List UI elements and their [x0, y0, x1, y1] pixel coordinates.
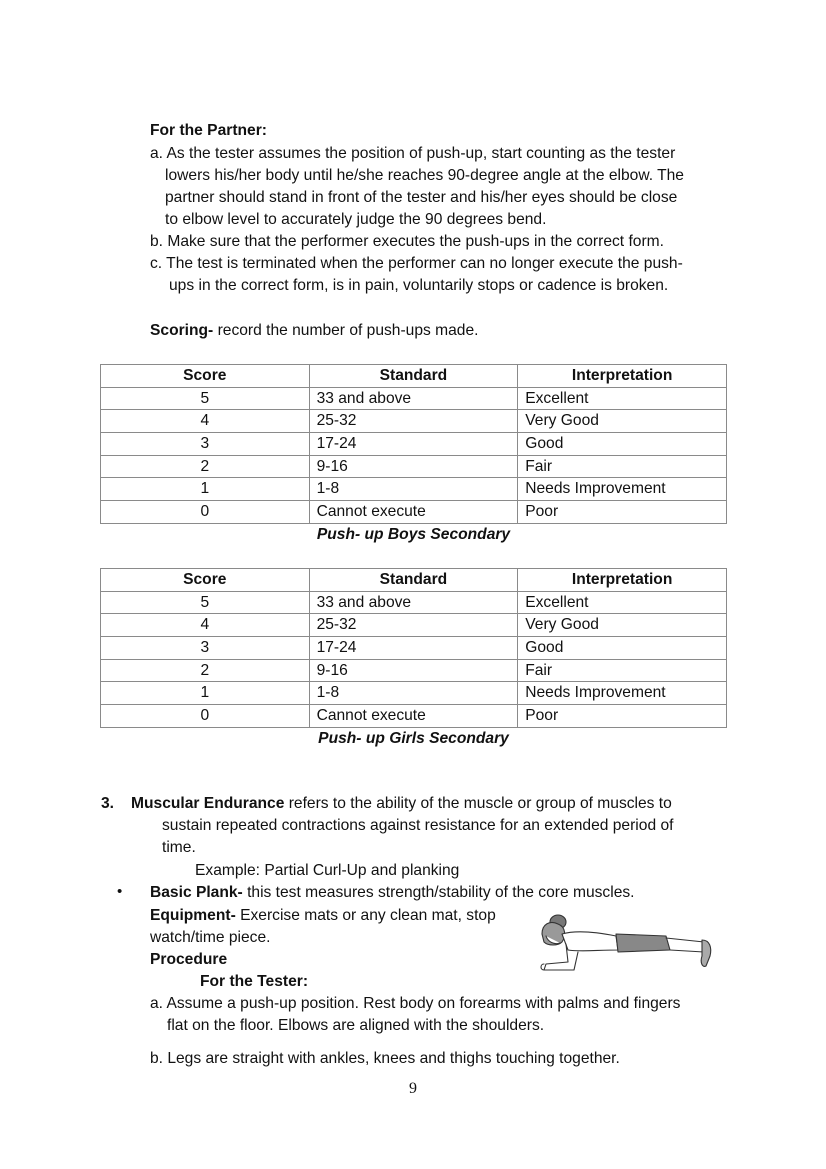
header-score: Score [101, 365, 310, 388]
endurance-example: Example: Partial Curl-Up and planking [195, 862, 460, 879]
plank-figure-illustration [536, 912, 716, 980]
table-row [101, 659, 727, 682]
pushup-boys-table [100, 364, 727, 524]
cell-standard: 9-16 [309, 455, 518, 478]
leggings [616, 934, 670, 952]
torso [562, 932, 618, 951]
table-caption-boys: Push- up Boys Secondary [316, 526, 511, 543]
table-row [101, 387, 727, 410]
table-row [101, 705, 727, 728]
cell-interpretation: Very Good [518, 614, 727, 637]
scoring-line [150, 320, 479, 342]
partner-item-a-line4: to elbow level to accurately judge the 90 degrees bend. [165, 211, 547, 228]
cell-interpretation: Very Good [518, 410, 727, 433]
cell-standard: 17-24 [309, 637, 518, 660]
plank-term: Basic Plank- [150, 884, 243, 901]
cell-interpretation: Good [518, 433, 727, 456]
equipment-text: Exercise mats or any clean mat, stop [235, 907, 496, 924]
cell-standard: 33 and above [309, 591, 518, 614]
partner-heading: For the Partner: [150, 122, 267, 139]
cell-interpretation: Excellent [518, 591, 727, 614]
cell-score: 2 [101, 659, 310, 682]
tester-heading: For the Tester: [200, 973, 309, 990]
cell-score: 5 [101, 387, 310, 410]
cell-standard: 1-8 [309, 682, 518, 705]
header-score: Score [101, 569, 310, 592]
cell-score: 1 [101, 682, 310, 705]
equipment-line1 [150, 905, 496, 927]
lower-leg [666, 938, 704, 952]
cell-interpretation: Excellent [518, 387, 727, 410]
cell-standard: 17-24 [309, 433, 518, 456]
equipment-label: Equipment- [150, 907, 236, 924]
scoring-text: record the number of push-ups made. [213, 322, 479, 339]
header-interpretation: Interpretation [518, 569, 727, 592]
cell-standard: 9-16 [309, 659, 518, 682]
tester-item-a-line1: a. Assume a push-up position. Rest body on forearms with palms and fingers [150, 995, 681, 1012]
cell-score: 2 [101, 455, 310, 478]
cell-score: 1 [101, 478, 310, 501]
plank-desc: this test measures strength/stability of the core muscles. [242, 884, 635, 901]
section-number: 3. [101, 795, 115, 812]
cell-interpretation: Fair [518, 455, 727, 478]
cell-score: 0 [101, 501, 310, 524]
cell-score: 5 [101, 591, 310, 614]
cell-score: 4 [101, 410, 310, 433]
partner-item-c-line2: ups in the correct form, is in pain, voluntarily stops or cadence is broken. [169, 277, 669, 294]
endurance-line2: sustain repeated contractions against resistance for an extended period of [162, 817, 674, 834]
cell-standard: 1-8 [309, 478, 518, 501]
cell-standard: 25-32 [309, 614, 518, 637]
cell-score: 4 [101, 614, 310, 637]
partner-item-b: b. Make sure that the performer executes the push-ups in the correct form. [150, 233, 664, 250]
foot [701, 940, 711, 966]
table-row [101, 637, 727, 660]
procedure-label: Procedure [150, 951, 228, 968]
table-caption-girls: Push- up Girls Secondary [318, 730, 509, 747]
table-header-row [101, 365, 727, 388]
header-interpretation: Interpretation [518, 365, 727, 388]
endurance-term: Muscular Endurance [131, 795, 285, 812]
cell-interpretation: Fair [518, 659, 727, 682]
page-number: 9 [409, 1080, 417, 1097]
table-row [101, 501, 727, 524]
partner-item-a-line1: a. As the tester assumes the position of push-up, start counting as the tester [150, 145, 676, 162]
table-row [101, 433, 727, 456]
cell-score: 3 [101, 433, 310, 456]
cell-standard: Cannot execute [309, 705, 518, 728]
table-row [101, 682, 727, 705]
cell-standard: 33 and above [309, 387, 518, 410]
endurance-line1-text: refers to the ability of the muscle or group of muscles to [284, 795, 672, 812]
tester-item-b: b. Legs are straight with ankles, knees and thighs touching together. [150, 1050, 620, 1067]
endurance-line3: time. [162, 839, 196, 856]
table-row [101, 614, 727, 637]
cell-standard: Cannot execute [309, 501, 518, 524]
cell-standard: 25-32 [309, 410, 518, 433]
partner-item-a-line2: lowers his/her body until he/she reaches 90-degree angle at the elbow. The [165, 167, 684, 184]
table-row [101, 410, 727, 433]
plank-line [150, 882, 635, 904]
partner-item-a-line3: partner should stand in front of the tester and his/her eyes should be close [165, 189, 678, 206]
scoring-label: Scoring- [150, 322, 214, 339]
cell-interpretation: Needs Improvement [518, 682, 727, 705]
equipment-line2: watch/time piece. [150, 929, 271, 946]
cell-interpretation: Poor [518, 705, 727, 728]
bullet-icon: • [117, 883, 123, 900]
header-standard: Standard [309, 569, 518, 592]
cell-interpretation: Needs Improvement [518, 478, 727, 501]
cell-interpretation: Good [518, 637, 727, 660]
endurance-line1 [131, 793, 727, 815]
table-row [101, 591, 727, 614]
tester-item-a-line2: flat on the floor. Elbows are aligned with the shoulders. [167, 1017, 545, 1034]
table-header-row [101, 569, 727, 592]
cell-interpretation: Poor [518, 501, 727, 524]
table-row [101, 478, 727, 501]
pushup-girls-table [100, 568, 727, 728]
table-row [101, 455, 727, 478]
cell-score: 0 [101, 705, 310, 728]
cell-score: 3 [101, 637, 310, 660]
header-standard: Standard [309, 365, 518, 388]
partner-item-c-line1: c. The test is terminated when the performer can no longer execute the push- [150, 255, 683, 272]
